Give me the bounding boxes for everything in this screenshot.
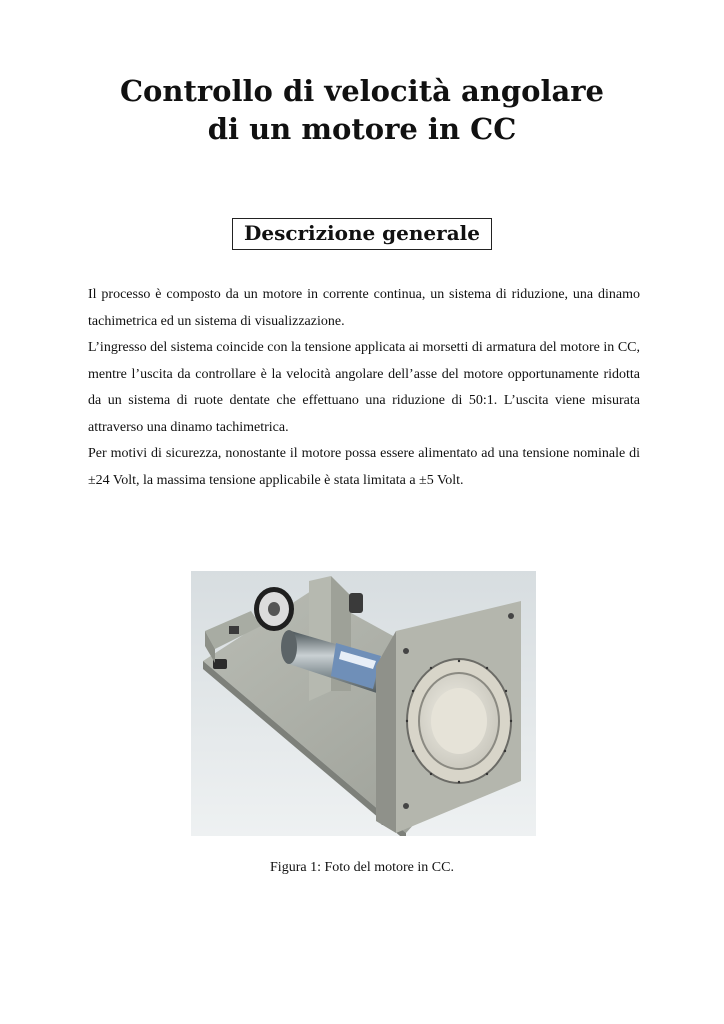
motor-illustration xyxy=(191,571,536,836)
document-title xyxy=(0,72,724,148)
gear-wheel xyxy=(254,587,294,631)
body-text xyxy=(88,282,640,494)
paragraph-2: L’ingresso del sistema coincide con la tensione applicata ai morsetti di armatura del motore in CC, mentre l’uscita da controllare è la velocità angolare dell’asse del motore opportunamente ridotta da un sistema di ruote dentate che effettuano una riduzione di 50:1. L’uscita viene misurata attraverso una dinamo tachimetrica. xyxy=(88,340,640,435)
paragraph-1: Il processo è composto da un motore in corrente continua, un sistema di riduzione, una dinamo tachimetrica ed un sistema di visualizzazione. xyxy=(88,287,640,329)
figure-caption: Figura 1: Foto del motore in CC. xyxy=(270,860,454,875)
paragraph-3: Per motivi di sicurezza, nonostante il motore possa essere alimentato ad una tensione nominale di ±24 Volt, la massima tensione applicabile è stata limitata a ±5 Volt. xyxy=(88,446,640,488)
title-line-1: Controllo di velocità angolare xyxy=(119,74,605,108)
motor-photo xyxy=(191,571,536,836)
section-heading-wrapper xyxy=(0,218,724,250)
section-heading: Descrizione generale xyxy=(232,218,492,250)
title-line-2: di un motore in CC xyxy=(207,112,517,146)
